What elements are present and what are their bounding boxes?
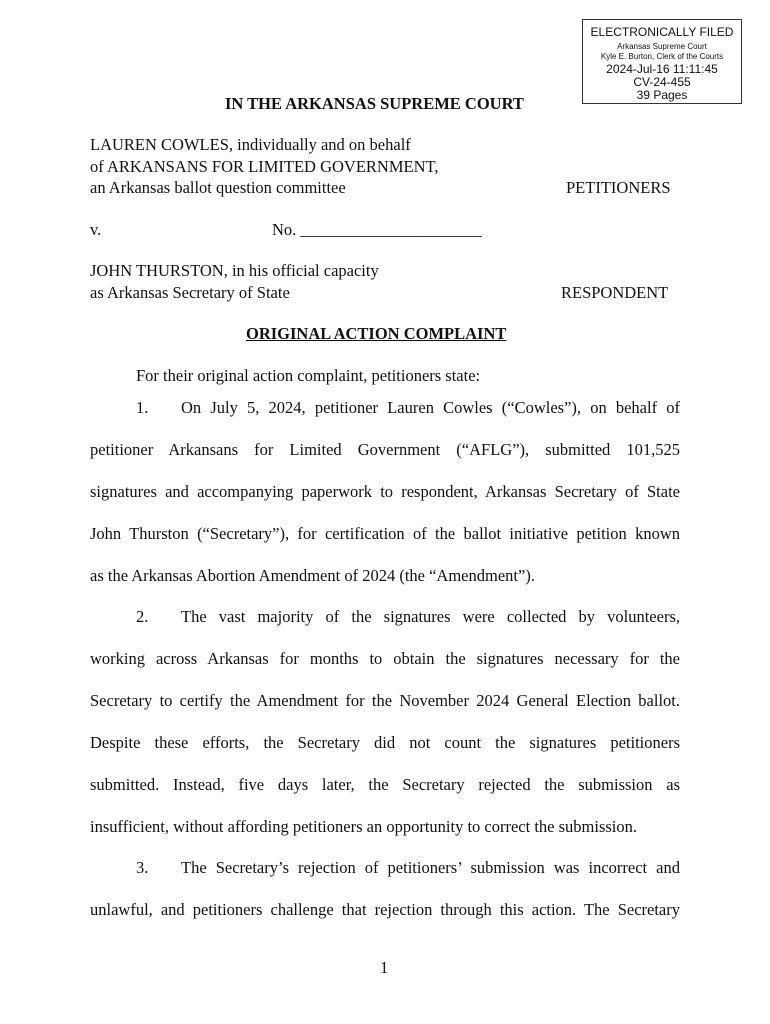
paragraph-number-1: 1. [136, 398, 149, 417]
paragraph-number-2: 2. [136, 607, 149, 626]
respondent-line-1: JOHN THURSTON, in his official capacity [90, 261, 379, 280]
document-title: ORIGINAL ACTION COMPLAINT [246, 324, 507, 343]
stamp-status: ELECTRONICALLY FILED [590, 25, 734, 39]
stamp-clerk: Kyle E. Burton, Clerk of the Courts [600, 52, 724, 61]
paragraph-2-line-1: The vast majority of the signatures were collected by volunteers, [181, 607, 680, 626]
paragraph-2-line-6: insufficient, without affording petitioners an opportunity to correct the submission. [90, 817, 638, 836]
petitioners-role: PETITIONERS [566, 178, 671, 197]
versus: v. [90, 220, 102, 239]
court-heading: IN THE ARKANSAS SUPREME COURT [225, 94, 524, 113]
stamp-datetime: 2024-Jul-16 11:11:45 [606, 62, 718, 76]
stamp-case-number: CV-24-455 [633, 75, 691, 89]
case-number-line: No. ______________________ [272, 220, 482, 239]
paragraph-1-line-3: signatures and accompanying paperwork to respondent, Arkansas Secretary of State [90, 482, 680, 501]
petitioner-line-1: LAUREN COWLES, individually and on behalf [90, 135, 411, 154]
paragraph-2-line-4: Despite these efforts, the Secretary did not count the signatures petitioners [90, 733, 680, 752]
filing-stamp [582, 19, 742, 104]
paragraph-1-line-4: John Thurston (“Secretary”), for certification of the ballot initiative petition known [90, 524, 680, 543]
paragraph-3-line-1: The Secretary’s rejection of petitioners’ submission was incorrect and [181, 858, 680, 877]
paragraph-1-line-5: as the Arkansas Abortion Amendment of 2024 (the “Amendment”). [90, 566, 535, 585]
paragraph-2-line-5: submitted. Instead, five days later, the Secretary rejected the submission as [90, 775, 680, 794]
respondent-line-2: as Arkansas Secretary of State [90, 283, 290, 302]
paragraph-1-line-1: On July 5, 2024, petitioner Lauren Cowles (“Cowles”), on behalf of [181, 398, 680, 417]
paragraph-number-3: 3. [136, 858, 149, 877]
petitioner-line-2: of ARKANSANS FOR LIMITED GOVERNMENT, [90, 157, 439, 176]
intro-sentence: For their original action complaint, petitioners state: [136, 366, 481, 385]
paragraph-2-line-3: Secretary to certify the Amendment for the November 2024 General Election ballot. [90, 691, 680, 710]
respondent-role: RESPONDENT [561, 283, 669, 302]
paragraph-2-line-2: working across Arkansas for months to obtain the signatures necessary for the [90, 649, 680, 668]
paragraph-3-line-2: unlawful, and petitioners challenge that rejection through this action. The Secretary [90, 900, 680, 919]
petitioner-line-3: an Arkansas ballot question committee [90, 178, 346, 197]
stamp-page-count: 39 Pages [636, 88, 688, 102]
page-number: 1 [380, 958, 389, 977]
paragraph-1-line-2: petitioner Arkansans for Limited Government (“AFLG”), submitted 101,525 [90, 440, 680, 459]
stamp-court: Arkansas Supreme Court [617, 42, 707, 51]
